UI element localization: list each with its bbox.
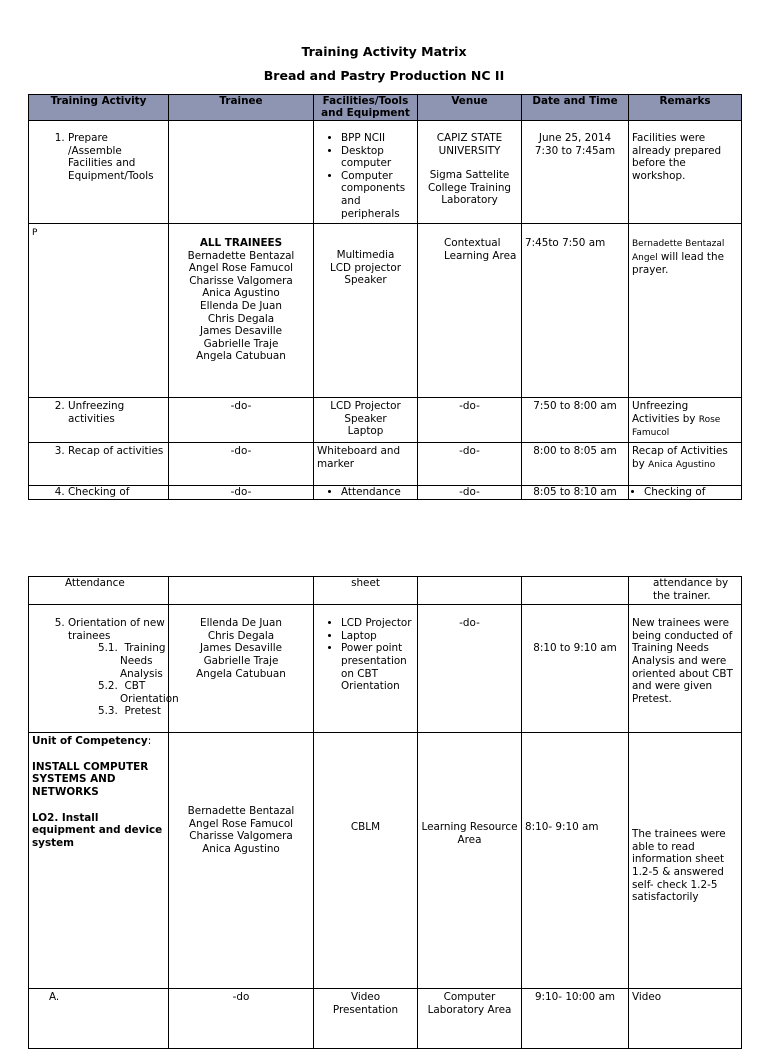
venue-cell: -do- (418, 486, 522, 500)
unit-of-competency (32, 735, 165, 748)
facility-item: Speaker (344, 412, 387, 425)
trainee-name: Chris Degala (207, 629, 275, 642)
date-cell: 8:05 to 8:10 am (522, 486, 629, 500)
activity-item: 4. Checking of (68, 486, 165, 499)
time-text: 7:30 to 7:45am (534, 144, 616, 157)
trainee-cell (169, 224, 314, 398)
remarks-cell (629, 443, 742, 486)
activity-cell (29, 486, 169, 500)
activity-item: 1. Prepare /Assemble Facilities and Equipment/Tools (68, 132, 165, 182)
remarks-text: will lead the prayer. (632, 250, 724, 277)
document-subtitle: Bread and Pastry Production NC II (263, 68, 505, 83)
facilities-cell (314, 224, 418, 398)
facilities-cell: Video Presentation (314, 989, 418, 1049)
activity-cell (29, 224, 169, 398)
sub-item (98, 705, 165, 718)
trainee-cell: -do (169, 989, 314, 1049)
activity-item: 2. Unfreezing activities (68, 400, 165, 425)
facility-item: • Desktop computer (341, 145, 414, 170)
header-training-activity: Training Activity (29, 95, 169, 121)
trainee-name: Bernadette Bentazal (187, 805, 295, 818)
remarks-text: • Checking of (644, 486, 738, 499)
activity-cell (29, 121, 169, 224)
date-cell: 7:45to 7:50 am (522, 224, 629, 398)
facility-item: • BPP NCII (341, 132, 414, 145)
header-date-time: Date and Time (522, 95, 629, 121)
remarks-cell: attendance by the trainer. (629, 577, 742, 605)
date-cell: 8:10- 9:10 am (522, 733, 629, 989)
sub-number: 5.3. (98, 705, 118, 718)
venue-cell (418, 577, 522, 605)
trainee-name: Charisse Valgomera (189, 830, 293, 843)
venue-cell (418, 121, 522, 224)
header-venue: Venue (418, 95, 522, 121)
unit-colon: : (147, 735, 152, 748)
activity-cell (29, 398, 169, 443)
date-cell (522, 577, 629, 605)
date-cell: 9:10- 10:00 am (522, 989, 629, 1049)
document-title: Training Activity Matrix (301, 44, 467, 59)
trainee-name: Anica Agustino (202, 287, 280, 300)
learning-outcome: LO2. Install equipment and device system (32, 811, 163, 849)
trainee-name: Angela Catubuan (196, 350, 286, 363)
trainee-cell (169, 577, 314, 605)
date-cell: 8:00 to 8:05 am (522, 443, 629, 486)
remarks-cell (629, 486, 742, 500)
table-row (29, 121, 742, 224)
facility-item: • Power point presentation on CBT Orientation (341, 642, 414, 692)
trainee-name: Angela Catubuan (196, 667, 286, 680)
remarks-name: Rose Famucol (632, 414, 721, 439)
table-row (29, 224, 742, 398)
activity-matrix-table-page2 (28, 576, 742, 1049)
table-row (29, 486, 742, 500)
trainee-cell: -do- (169, 443, 314, 486)
venue-cell: Learning Resource Area (418, 733, 522, 989)
table-row (29, 577, 742, 605)
venue-cell: -do- (418, 398, 522, 443)
facility-item: Laptop (347, 425, 384, 438)
table-row (29, 733, 742, 989)
facilities-cell (314, 486, 418, 500)
unit-value: INSTALL COMPUTER SYSTEMS AND NETWORKS (32, 760, 149, 798)
trainee-cell: -do- (169, 486, 314, 500)
header-facilities: Facilities/Tools and Equipment (314, 95, 418, 121)
activity-cell (29, 733, 169, 989)
remarks-name: Anica Agustino (648, 459, 716, 470)
remarks-cell: Facilities were already prepared before the workshop. (629, 121, 742, 224)
facility-item: • Computer components and peripherals (341, 170, 414, 220)
table-row (29, 989, 742, 1049)
sub-item (98, 680, 179, 705)
facility-item: • LCD Projector (341, 617, 414, 630)
activity-matrix-table-page1 (28, 94, 742, 500)
facility-item: Speaker (344, 274, 387, 287)
trainee-name: James Desaville (199, 325, 283, 338)
trainee-name: Ellenda De Juan (200, 299, 282, 312)
trainee-name: James Desaville (199, 642, 283, 655)
trainee-heading: ALL TRAINEES (199, 237, 283, 249)
facilities-cell: Whiteboard and marker (314, 443, 418, 486)
facilities-cell (314, 398, 418, 443)
venue-cell: -do- (418, 443, 522, 486)
remarks-cell: The trainees were able to read information sheet 1.2-5 & answered self- check 1.2-5 satisfactorily (629, 733, 742, 989)
activity-item: 3. Recap of activities (68, 445, 165, 458)
trainee-cell (169, 121, 314, 224)
sub-text: Pretest (124, 705, 161, 718)
venue-text: CAPIZ STATE UNIVERSITY (436, 132, 503, 157)
trainee-name: Angel Rose Famucol (188, 817, 294, 830)
facility-item: LCD projector (329, 261, 402, 274)
sub-item (98, 642, 165, 680)
header-trainee: Trainee (169, 95, 314, 121)
table-row (29, 398, 742, 443)
facility-item: LCD Projector (330, 400, 401, 412)
trainee-name: Gabrielle Traje (203, 654, 279, 667)
activity-cell: A. (29, 989, 169, 1049)
venue-cell: -do- (418, 605, 522, 733)
activity-cell (29, 605, 179, 733)
sub-number: 5.2. (98, 680, 118, 693)
sub-text: Training Needs Analysis (120, 642, 166, 680)
activity-item (68, 617, 179, 718)
trainee-name: Chris Degala (207, 312, 275, 325)
date-cell: 8:10 to 9:10 am (522, 605, 629, 733)
sub-text: CBT Orientation (120, 680, 179, 705)
facility-item: • Attendance (341, 486, 414, 499)
table-header-row (29, 95, 742, 121)
remarks-text: Recap of Activities by (632, 445, 728, 470)
trainee-name: Anica Agustino (202, 842, 280, 855)
trainee-cell: -do- (169, 398, 314, 443)
trainee-cell (169, 605, 314, 733)
activity-text: Orientation of new trainees (68, 617, 165, 642)
remarks-cell (629, 224, 742, 398)
remarks-cell: New trainees were being conducted of Training Needs Analysis and were oriented about CBT and were given Pretest. (629, 605, 742, 733)
venue-cell: Contextual Learning Area (418, 224, 522, 398)
activity-cell: Attendance (29, 577, 169, 605)
venue-cell: Computer Laboratory Area (418, 989, 522, 1049)
trainee-name: Angel Rose Famucol (188, 262, 294, 275)
date-text: June 25, 2014 (538, 132, 612, 144)
facilities-cell (314, 121, 418, 224)
remarks-cell (629, 398, 742, 443)
facility-item: Multimedia (336, 249, 395, 261)
activity-mark: P (32, 228, 38, 238)
trainee-name: Ellenda De Juan (200, 617, 282, 630)
date-cell: 7:50 to 8:00 am (522, 398, 629, 443)
facilities-cell (314, 605, 418, 733)
trainee-cell (169, 733, 314, 989)
facilities-cell: sheet (314, 577, 418, 605)
trainee-name: Gabrielle Traje (203, 337, 279, 350)
remarks-name: Bernadette Bentazal Angel (632, 239, 725, 263)
trainee-name: Charisse Valgomera (189, 274, 293, 287)
remarks-text: Unfreezing Activities by (632, 400, 699, 425)
venue-text: Sigma Sattelite College Training Laboratory (427, 169, 512, 207)
activity-cell (29, 443, 169, 486)
header-remarks: Remarks (629, 95, 742, 121)
trainee-name: Bernadette Bentazal (187, 249, 295, 262)
date-cell (522, 121, 629, 224)
table-row (29, 443, 742, 486)
sub-number: 5.1. (98, 642, 118, 655)
remarks-cell: Video (629, 989, 742, 1049)
facilities-cell: CBLM (314, 733, 418, 989)
unit-label: Unit of Competency (32, 735, 148, 748)
facility-item: • Laptop (341, 630, 414, 643)
table-row (29, 605, 742, 733)
